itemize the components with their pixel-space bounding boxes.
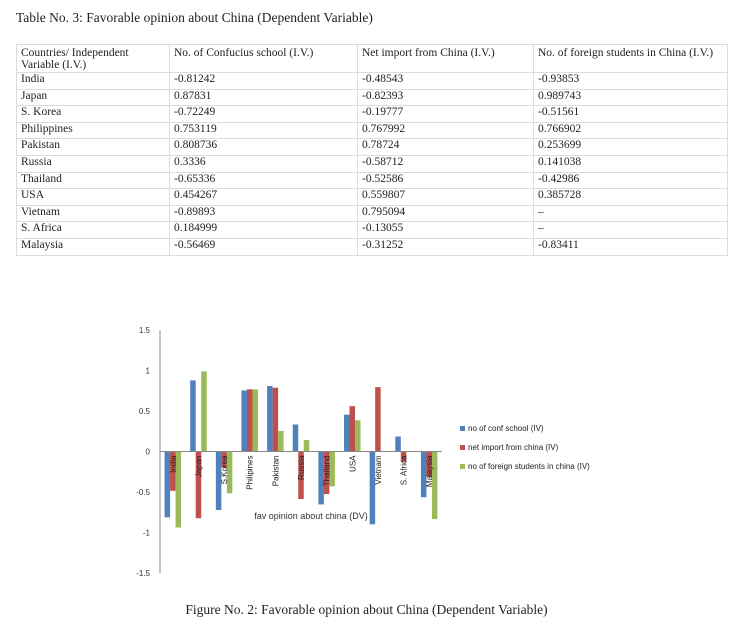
value-cell: 0.454267 [170,189,358,206]
y-tick-label: -1.5 [136,569,150,578]
bar [293,424,299,451]
value-cell: -0.31252 [358,238,534,255]
value-cell: -0.89893 [170,205,358,222]
bar [267,386,273,452]
y-tick-label: 0 [145,447,150,457]
y-tick-label: 0.5 [138,407,150,416]
value-cell: 0.3336 [170,155,358,172]
legend-label: no of foreign students in china (IV) [468,462,590,471]
column-header: No. of foreign students in China (I.V.) [534,45,728,73]
value-cell: -0.51561 [534,106,728,123]
value-cell: 0.141038 [534,155,728,172]
value-cell: 0.184999 [170,222,358,239]
table-row [17,172,728,189]
column-header: No. of Confucius school (I.V.) [170,45,358,73]
category-label: USA [348,455,358,472]
data-table [16,44,728,256]
value-cell: 0.559807 [358,189,534,206]
bar [190,380,196,451]
country-cell: USA [17,189,170,206]
value-cell: 0.87831 [170,89,358,106]
bar [355,420,361,451]
value-cell: 0.989743 [534,89,728,106]
value-cell: -0.82393 [358,89,534,106]
table-caption: Table No. 3: Favorable opinion about China (Dependent Variable) [16,10,373,25]
legend-label: net import from china (IV) [468,443,559,452]
bar [241,390,247,451]
bar [375,387,381,451]
category-label: S. Africa [399,455,409,486]
bar [273,388,279,452]
value-cell: 0.808736 [170,139,358,156]
bar-chart [120,318,620,583]
value-cell: -0.19777 [358,106,534,123]
country-cell: Malaysia [17,238,170,255]
country-cell: S. Africa [17,222,170,239]
value-cell: -0.58712 [358,155,534,172]
value-cell: 0.385728 [534,189,728,206]
bar [278,431,284,452]
value-cell: 0.253699 [534,139,728,156]
value-cell: -0.65336 [170,172,358,189]
value-cell: -0.72249 [170,106,358,123]
value-cell: 0.767992 [358,122,534,139]
table-row [17,106,728,123]
table-row [17,189,728,206]
value-cell: 0.78724 [358,139,534,156]
category-label: Russia [297,455,306,480]
value-cell: – [534,222,728,239]
y-tick-label: 1 [145,366,150,376]
category-label: Pakistan [271,455,281,487]
category-label: Thailand [322,455,332,487]
value-cell: -0.13055 [358,222,534,239]
bar [252,389,258,451]
bar [201,371,207,451]
country-cell: Vietnam [17,205,170,222]
value-cell: -0.52586 [358,172,534,189]
country-cell: India [17,73,170,90]
legend-swatch [460,464,465,469]
value-cell: -0.48543 [358,73,534,90]
value-cell: -0.81242 [170,73,358,90]
bar [247,389,253,451]
value-cell: 0.766902 [534,122,728,139]
table-row [17,222,728,239]
category-label: India [168,455,178,473]
chart-container [120,318,620,583]
figure-caption: Figure No. 2: Favorable opinion about China (Dependent Variable) [185,602,548,617]
table-row [17,155,728,172]
bar [344,415,350,452]
bar [350,406,356,451]
country-cell: Pakistan [17,139,170,156]
country-cell: Russia [17,155,170,172]
value-cell: -0.42986 [534,172,728,189]
value-cell: – [534,205,728,222]
y-tick-label: 1.5 [138,326,150,335]
country-cell: S. Korea [17,106,170,123]
x-axis-label: fav opinion about china (DV) [254,511,368,521]
column-header: Countries/ Independent Variable (I.V.) [17,45,170,73]
value-cell: -0.56469 [170,238,358,255]
column-header: Net import from China (I.V.) [358,45,534,73]
bar [304,440,310,451]
country-cell: Philippines [17,122,170,139]
value-cell: -0.93853 [534,73,728,90]
y-tick-label: -0.5 [136,488,150,497]
category-label: Japan [194,455,204,478]
category-label: Vietnam [373,455,383,485]
table-row [17,122,728,139]
table-row [17,205,728,222]
legend-swatch [460,445,465,450]
category-label: Philipines [245,455,255,490]
category-label: S.Korea [220,455,230,485]
value-cell: 0.753119 [170,122,358,139]
bar [395,437,401,452]
country-cell: Thailand [17,172,170,189]
table-header-row [17,45,728,73]
legend-label: no of conf school (IV) [468,424,544,433]
legend-swatch [460,426,465,431]
table-row [17,73,728,90]
y-tick-label: -1 [142,528,150,538]
table-row [17,139,728,156]
country-cell: Japan [17,89,170,106]
value-cell: 0.795094 [358,205,534,222]
table-row [17,238,728,255]
value-cell: -0.83411 [534,238,728,255]
category-label: Malaysia [425,455,435,488]
table-row [17,89,728,106]
